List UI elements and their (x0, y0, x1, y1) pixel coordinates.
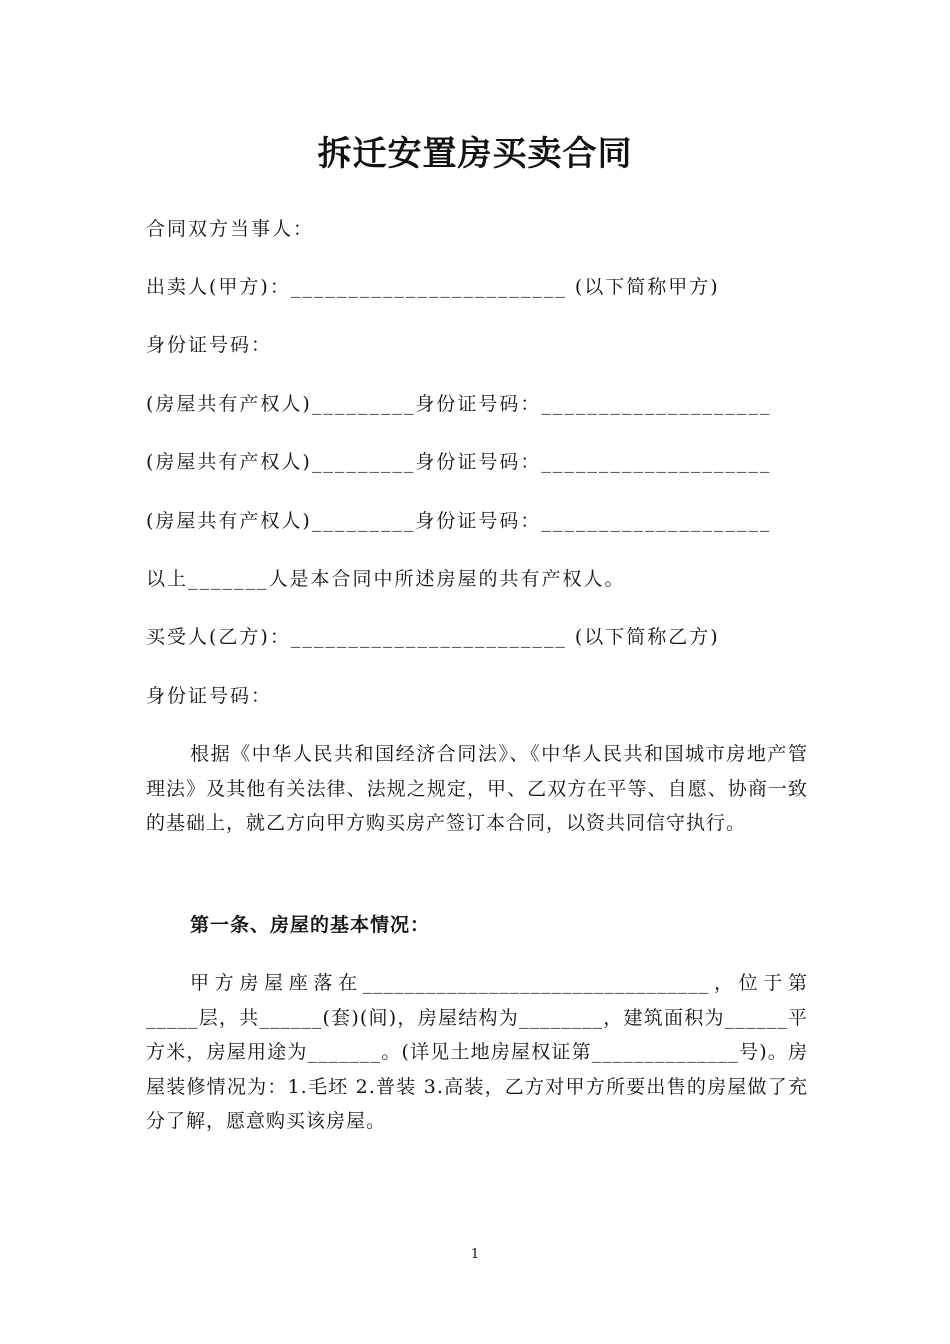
page-number: 1 (470, 1247, 480, 1262)
co-owners-summary: 以上_______人是本合同中所述房屋的共有产权人。 (146, 568, 626, 590)
buyer-line: 买受人(乙方)：________________________ (以下简称乙方) (146, 626, 720, 648)
buyer-id-line: 身份证号码： (146, 685, 273, 707)
co-owner-line: (房屋共有产权人)_________身份证号码：____________________ (146, 451, 772, 473)
document-title: 拆迁安置房买卖合同 (317, 134, 633, 174)
article-1-heading: 第一条、房屋的基本情况： (190, 914, 431, 936)
seller-line: 出卖人(甲方)：________________________ (以下简称甲方) (146, 276, 720, 298)
co-owner-line: (房屋共有产权人)_________身份证号码：____________________ (146, 510, 772, 532)
article-1-body: 甲方房屋座落在_________________________________，位于第_____层，共______(套)(间)，房屋结构为________，建筑面积为______平方米，房屋用途为_______。(详见土地房屋权证第______________号)。房屋装修情况为：1.毛坯 2.普装 3.高装，乙方对甲方所要出售的房屋做了充分了解，愿意购买该房屋。 (146, 972, 808, 1132)
preamble-paragraph: 根据《中华人民共和国经济合同法》、《中华人民共和国城市房地产管理法》及其他有关法律、法规之规定，甲、乙双方在平等、自愿、协商一致的基础上，就乙方向甲方购买房产签订本合同，以资共同信守执行。 (146, 743, 808, 834)
co-owner-line: (房屋共有产权人)_________身份证号码：____________________ (146, 393, 772, 415)
seller-id-line: 身份证号码： (146, 334, 273, 356)
parties-intro: 合同双方当事人： (146, 218, 315, 240)
